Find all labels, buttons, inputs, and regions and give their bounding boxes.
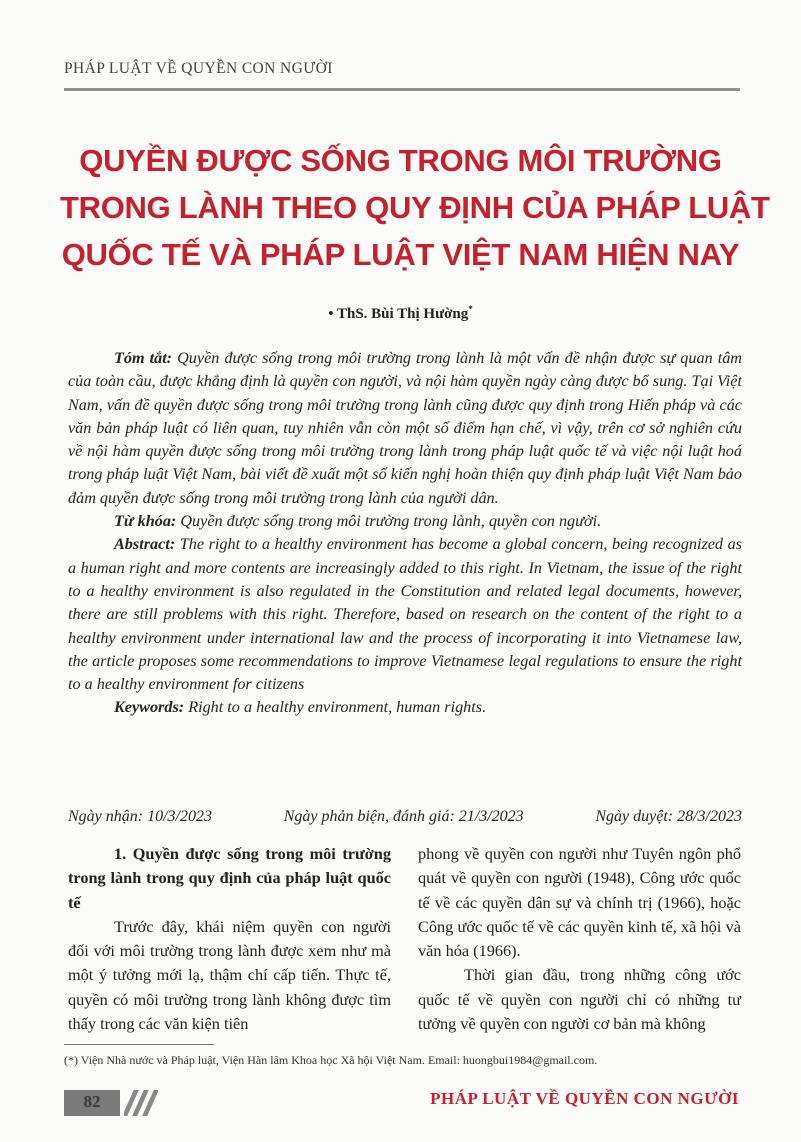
abstract-en-text: The right to a healthy environment has become a global concern, being recognized as a human right and more contents are increasingly added to this right. In Vietnam, the issue of the right to a healthy environment is also regulated in the Constitution and related legal documents, however, there are still problems with this right. Therefore, based on research on the content of the right to a healthy environment under international law and the process of incorporating it into Vietnamese law, the article proposes some recommendations to improve Vietnamese legal regulations to ensure the right to a healthy environment for citizens (68, 535, 742, 694)
abstract-en-label: Abstract: (114, 535, 176, 554)
body-paragraph: Trước đây, khái niệm quyền con người đối với môi trường trong lành được xem như mà một ý tưởng mới lạ, thậm chí cấp tiến. Thực tế, quyền có môi trường trong lành không được tìm thấy trong các văn kiện tiên (68, 916, 391, 1034)
title-line-2: TRONG LÀNH THEO QUY ĐỊNH CỦA PHÁP LUẬT (60, 190, 770, 225)
date-approved: Ngày duyệt: 28/3/2023 (595, 808, 742, 825)
abstract-en (68, 533, 742, 696)
title-line-1: QUYỀN ĐƯỢC SỐNG TRONG MÔI TRƯỜNG (79, 143, 722, 178)
date-reviewed: Ngày phản biện, đánh giá: 21/3/2023 (283, 808, 524, 825)
abstract-vi-label: Tóm tắt: (114, 349, 173, 367)
keywords-en (68, 696, 742, 719)
date-received: Ngày nhận: 10/3/2023 (68, 808, 212, 825)
title-line-3: QUỐC TẾ VÀ PHÁP LUẬT VIỆT NAM HIỆN NAY (61, 237, 740, 272)
dates-row (68, 808, 742, 826)
author-footnote-mark: * (468, 304, 473, 314)
footnote-rule (64, 1044, 214, 1045)
body-paragraph: phong về quyền con người như Tuyên ngôn phổ quát về quyền con người (1948), Công ước quốc tế về các quyền dân sự và chính trị (1966), hoặc Công ước quốc tế về các quyền kinh tế, xã hội và văn hóa (1966). (418, 844, 741, 961)
article-title (60, 137, 770, 278)
page-number: 82 (83, 1092, 101, 1111)
keywords-en-text: Right to a healthy environment, human rights. (184, 698, 487, 717)
author-footnote: (*) Viện Nhà nước và Pháp luật, Viện Hàn lâm Khoa học Xã hội Việt Nam. Email: huongbui1984@gmail.com. (64, 1053, 598, 1067)
keywords-en-label: Keywords: (114, 698, 185, 717)
author-line (0, 304, 801, 323)
body-column-right (418, 842, 741, 1036)
body-column-left (68, 842, 391, 1036)
footer-journal-name: PHÁP LUẬT VỀ QUYỀN CON NGƯỜI (430, 1089, 739, 1108)
section-heading: 1. Quyền được sống trong môi trường trong lành trong quy định của pháp luật quốc tế (68, 844, 391, 912)
keywords-vi-text: Quyền được sống trong môi trường trong lành, quyền con người. (176, 512, 602, 531)
author-name: ThS. Bùi Thị Hường (336, 306, 469, 322)
keywords-vi (68, 510, 742, 533)
abstract-block (68, 347, 742, 720)
header-rule (64, 88, 740, 91)
decorative-stripes (124, 1090, 158, 1116)
running-header: PHÁP LUẬT VỀ QUYỀN CON NGƯỜI (64, 60, 333, 77)
abstract-vi (68, 347, 742, 510)
body-paragraph: Thời gian đầu, trong những công ước quốc tế về quyền con người chỉ có những tư tưởng về quyền con người cơ bản mà không (418, 965, 741, 1034)
author-bullet: • (328, 306, 334, 322)
keywords-vi-label: Từ khóa: (114, 512, 177, 531)
abstract-vi-text: Quyền được sống trong môi trường trong lành là một vấn đề nhận được sự quan tâm của toàn cầu, được khẳng định là quyền con người, và nội hàm quyền ngày càng được bổ sung. Tại Việt Nam, vấn đề quyền được sống trong môi trường trong lành cũng được quy định trong Hiến pháp và các văn bản pháp luật có liên quan, tuy nhiên vẫn còn một số điểm hạn chế, vì vậy, trên cơ sở nghiên cứu về nội hàm quyền được sống trong môi trường trong lành trong pháp luật quốc tế và việc nội luật hoá trong pháp luật Việt Nam, bài viết đề xuất một số kiến nghị hoàn thiện quy định pháp luật Việt Nam bảo đảm quyền được sống trong môi trường trong lành của người dân. (68, 349, 742, 507)
